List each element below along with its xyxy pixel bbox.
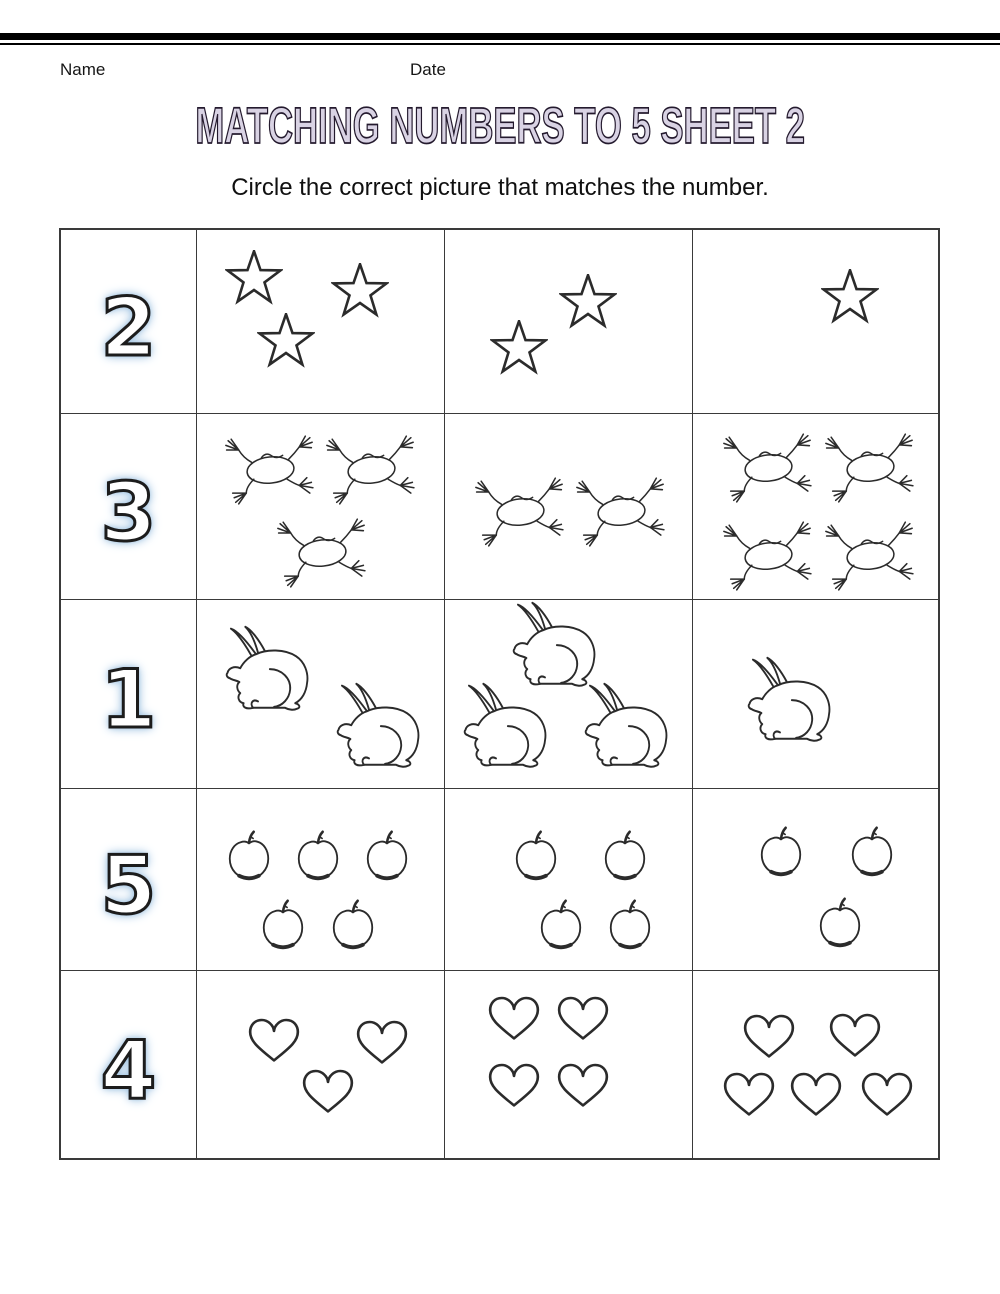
apple-icon[interactable] bbox=[604, 897, 656, 952]
star-icon[interactable] bbox=[331, 263, 389, 321]
frog-icon[interactable] bbox=[816, 518, 922, 595]
heart-icon[interactable] bbox=[742, 1011, 795, 1061]
frog-icon[interactable] bbox=[466, 474, 572, 551]
option-cell-row1-col3[interactable] bbox=[693, 230, 938, 414]
heart-icon[interactable] bbox=[557, 1060, 610, 1110]
row-number: 2 bbox=[100, 280, 157, 374]
row-number: 5 bbox=[100, 838, 157, 932]
option-cell-row4-col1[interactable] bbox=[197, 789, 445, 971]
number-cell-row1 bbox=[61, 230, 197, 414]
frog-icon[interactable] bbox=[268, 514, 374, 591]
option-cell-row2-col1[interactable] bbox=[197, 414, 445, 600]
number-cell-row5 bbox=[61, 971, 197, 1158]
number-cell-row2 bbox=[61, 414, 197, 600]
apple-icon[interactable] bbox=[755, 825, 807, 880]
rabbit-icon[interactable] bbox=[573, 682, 683, 774]
option-cell-row3-col1[interactable] bbox=[197, 600, 445, 789]
heart-icon[interactable] bbox=[860, 1069, 913, 1119]
rabbit-icon[interactable] bbox=[214, 625, 324, 717]
option-cell-row3-col2[interactable] bbox=[445, 600, 693, 789]
matching-table bbox=[59, 228, 940, 1160]
frog-icon[interactable] bbox=[216, 431, 322, 508]
rabbit-icon[interactable] bbox=[452, 682, 562, 774]
rabbit-icon[interactable] bbox=[501, 601, 611, 693]
option-cell-row5-col3[interactable] bbox=[693, 971, 938, 1158]
apple-icon[interactable] bbox=[814, 895, 866, 950]
apple-icon[interactable] bbox=[223, 828, 275, 883]
frog-icon[interactable] bbox=[714, 429, 820, 506]
heart-icon[interactable] bbox=[301, 1066, 354, 1116]
heart-icon[interactable] bbox=[488, 993, 541, 1043]
apple-icon[interactable] bbox=[535, 897, 587, 952]
option-cell-row5-col2[interactable] bbox=[445, 971, 693, 1158]
star-icon[interactable] bbox=[821, 269, 879, 327]
rabbit-icon[interactable] bbox=[325, 682, 435, 774]
heart-icon[interactable] bbox=[557, 993, 610, 1043]
star-icon[interactable] bbox=[490, 320, 548, 378]
option-cell-row4-col3[interactable] bbox=[693, 789, 938, 971]
frog-icon[interactable] bbox=[714, 518, 820, 595]
page-title: MATCHING NUMBERS TO 5 SHEET 2 bbox=[195, 97, 805, 154]
title-wrap bbox=[0, 97, 1000, 154]
rabbit-icon[interactable] bbox=[736, 656, 846, 748]
heart-icon[interactable] bbox=[356, 1017, 409, 1067]
frog-icon[interactable] bbox=[317, 431, 423, 508]
instruction-text: Circle the correct picture that matches the number. bbox=[231, 174, 769, 201]
top-rule-thick bbox=[0, 33, 1000, 40]
star-icon[interactable] bbox=[225, 250, 283, 308]
heart-icon[interactable] bbox=[488, 1060, 541, 1110]
heart-icon[interactable] bbox=[723, 1069, 776, 1119]
name-label: Name bbox=[60, 60, 106, 79]
date-label: Date bbox=[410, 60, 446, 79]
number-cell-row4 bbox=[61, 789, 197, 971]
apple-icon[interactable] bbox=[292, 828, 344, 883]
heart-icon[interactable] bbox=[789, 1069, 842, 1119]
top-rule-thin bbox=[0, 43, 1000, 45]
apple-icon[interactable] bbox=[599, 828, 651, 883]
heart-icon[interactable] bbox=[828, 1010, 881, 1060]
apple-icon[interactable] bbox=[846, 825, 898, 880]
row-number: 1 bbox=[100, 653, 157, 746]
option-cell-row3-col3[interactable] bbox=[693, 600, 938, 789]
star-icon[interactable] bbox=[257, 313, 315, 371]
option-cell-row2-col2[interactable] bbox=[445, 414, 693, 600]
frog-icon[interactable] bbox=[816, 429, 922, 506]
row-number: 4 bbox=[100, 1023, 157, 1117]
option-cell-row1-col1[interactable] bbox=[197, 230, 445, 414]
option-cell-row2-col3[interactable] bbox=[693, 414, 938, 600]
apple-icon[interactable] bbox=[257, 897, 309, 952]
apple-icon[interactable] bbox=[327, 897, 379, 952]
option-cell-row1-col2[interactable] bbox=[445, 230, 693, 414]
number-cell-row3 bbox=[61, 600, 197, 789]
option-cell-row4-col2[interactable] bbox=[445, 789, 693, 971]
option-cell-row5-col1[interactable] bbox=[197, 971, 445, 1158]
heart-icon[interactable] bbox=[247, 1015, 300, 1065]
frog-icon[interactable] bbox=[567, 474, 673, 551]
apple-icon[interactable] bbox=[361, 828, 413, 883]
row-number: 3 bbox=[100, 465, 157, 559]
apple-icon[interactable] bbox=[510, 828, 562, 883]
star-icon[interactable] bbox=[559, 274, 617, 332]
